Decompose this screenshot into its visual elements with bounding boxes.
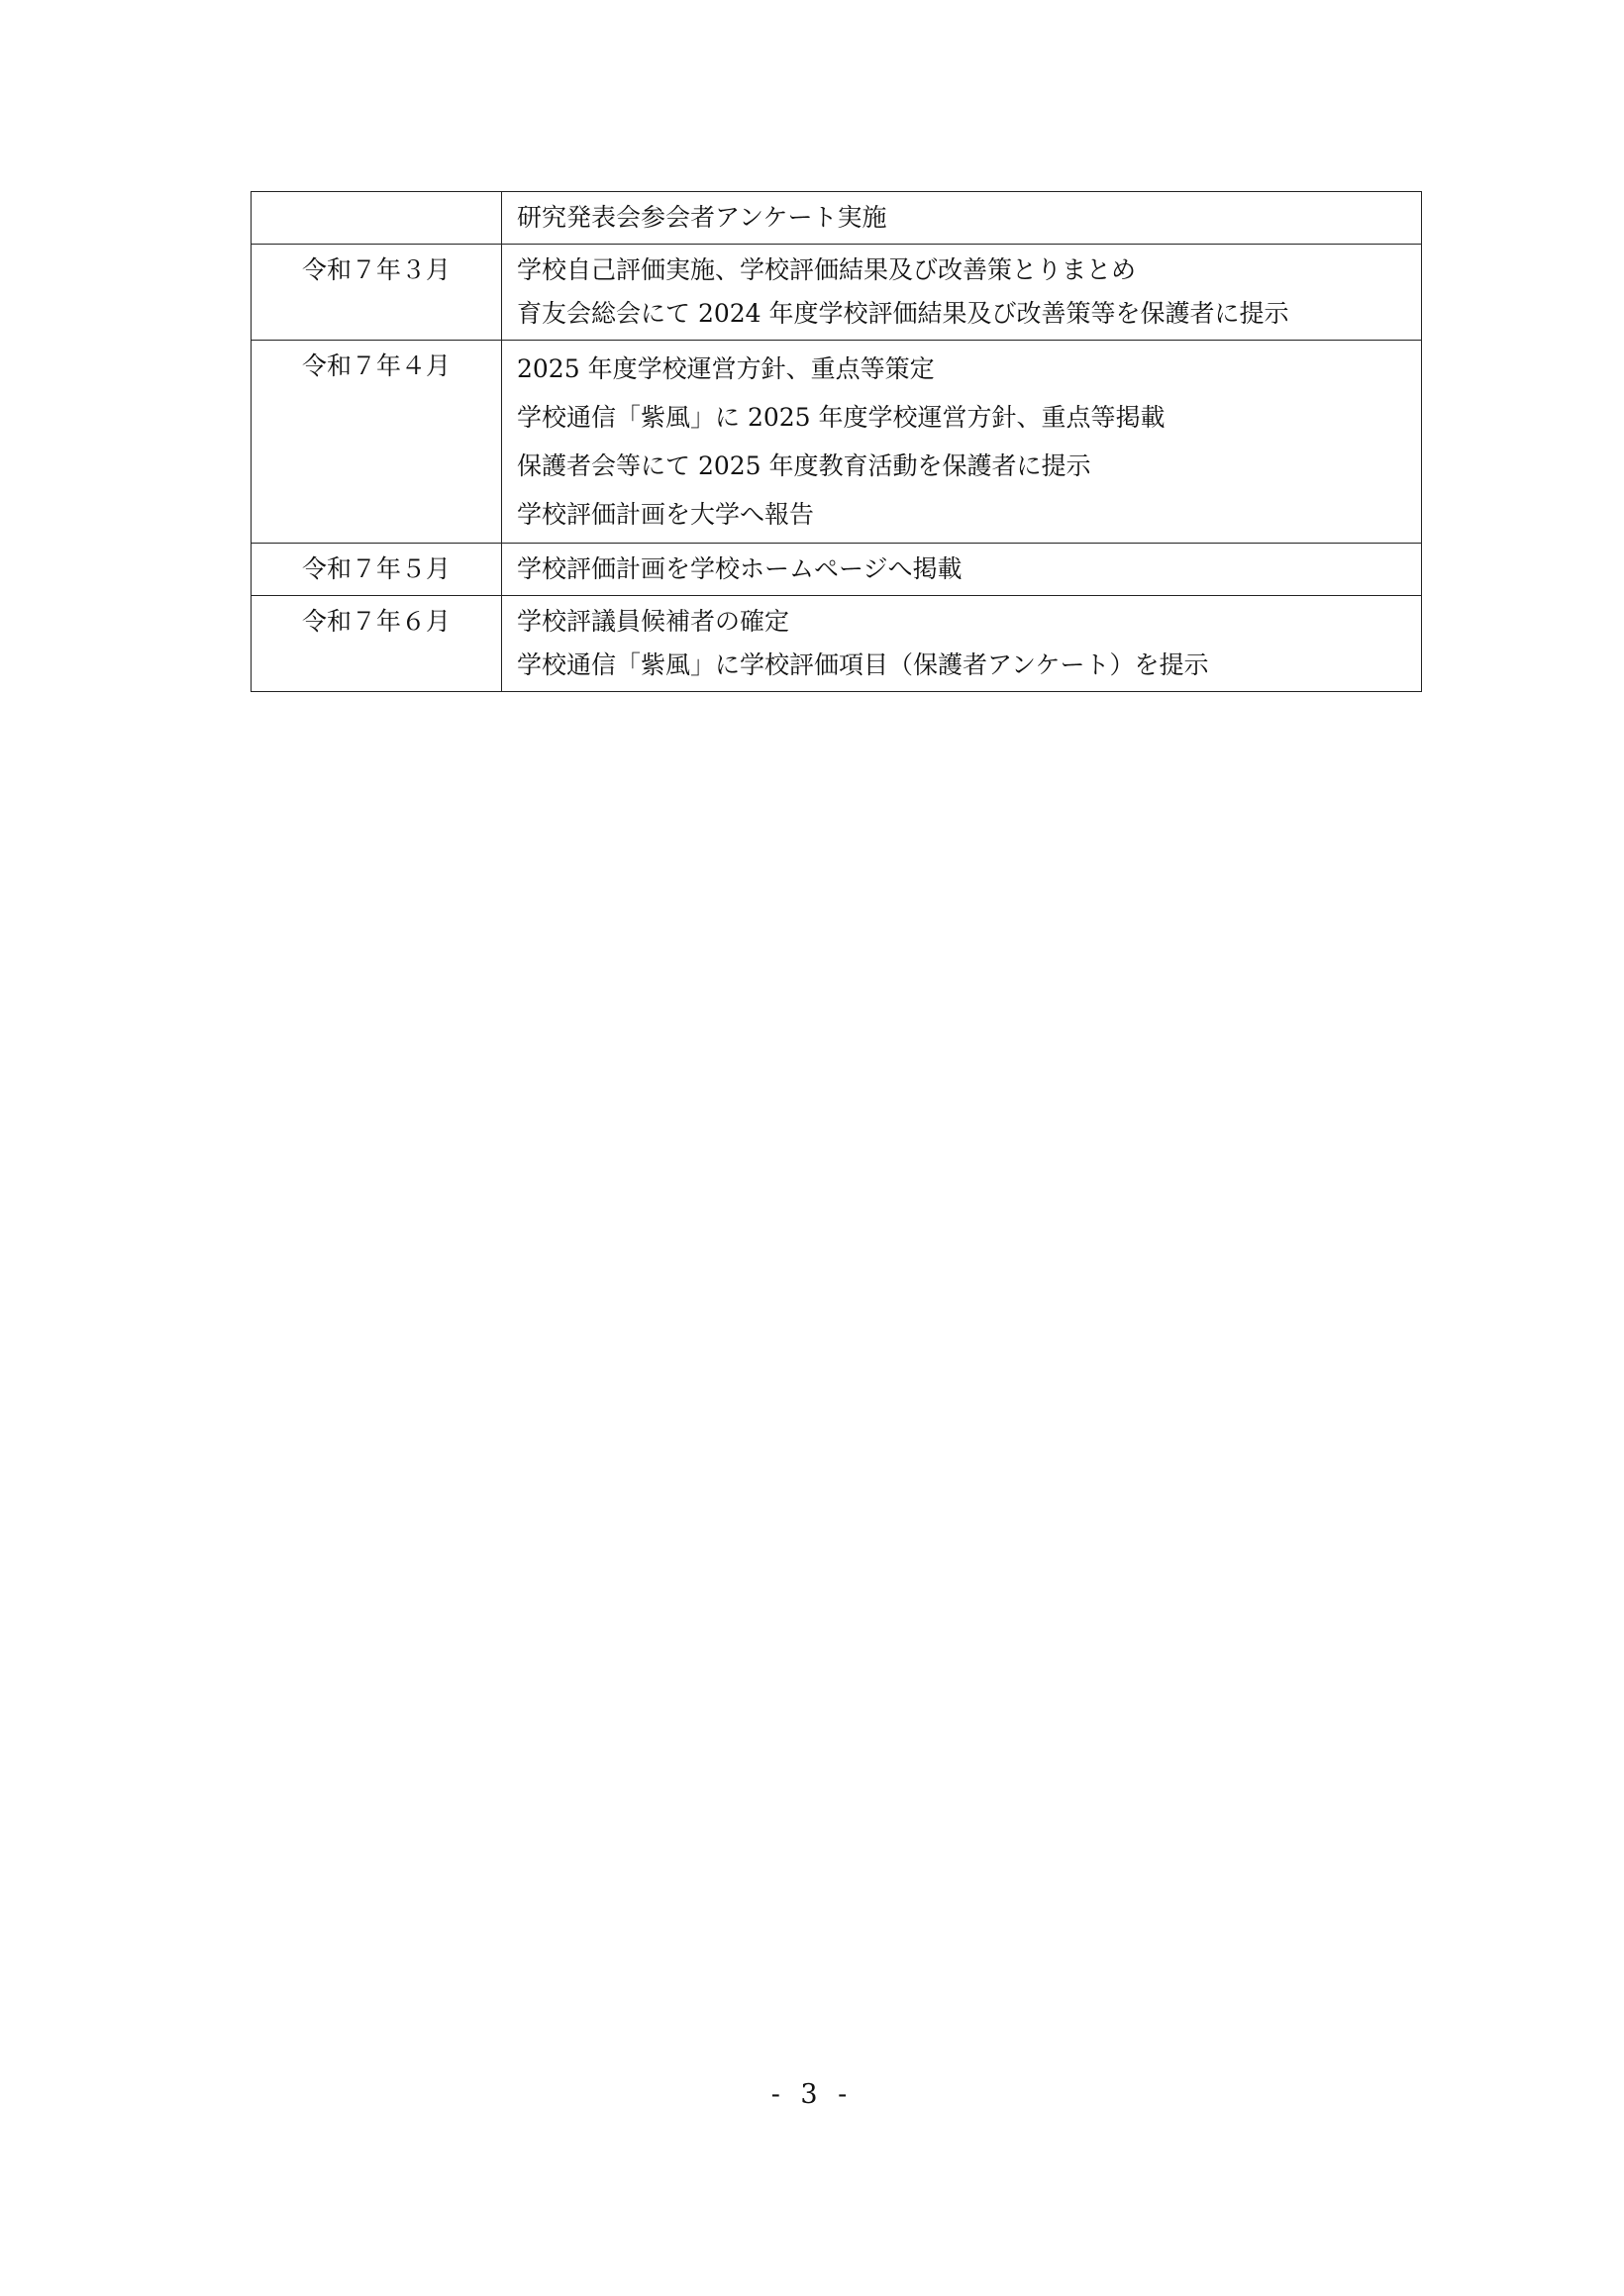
table-row bbox=[252, 544, 1422, 596]
schedule-table bbox=[251, 191, 1422, 692]
items-cell bbox=[502, 245, 1422, 341]
date-cell: 令和７年３月 bbox=[252, 245, 502, 341]
table-row bbox=[252, 596, 1422, 692]
schedule-item: 育友会総会にて 2024 年度学校評価結果及び改善策等を保護者に提示 bbox=[517, 299, 1289, 328]
schedule-item: 学校評価計画を大学へ報告 bbox=[517, 500, 815, 529]
date-cell: 令和７年５月 bbox=[252, 544, 502, 596]
table-row bbox=[252, 341, 1422, 544]
schedule-item: 学校通信「紫風」に 2025 年度学校運営方針、重点等掲載 bbox=[517, 403, 1166, 432]
table-row bbox=[252, 192, 1422, 245]
date-cell: 令和７年６月 bbox=[252, 596, 502, 692]
schedule-item: 保護者会等にて 2025 年度教育活動を保護者に提示 bbox=[517, 451, 1091, 480]
schedule-item: 学校通信「紫風」に学校評価項目（保護者アンケート）を提示 bbox=[517, 650, 1209, 679]
schedule-item: 学校評議員候補者の確定 bbox=[517, 607, 790, 636]
schedule-item: 2025 年度学校運営方針、重点等策定 bbox=[517, 354, 935, 383]
items-cell bbox=[502, 544, 1422, 596]
date-cell bbox=[252, 192, 502, 245]
schedule-item: 研究発表会参会者アンケート実施 bbox=[517, 203, 887, 232]
items-cell bbox=[502, 596, 1422, 692]
schedule-item: 学校評価計画を学校ホームページへ掲載 bbox=[517, 554, 963, 583]
items-cell bbox=[502, 192, 1422, 245]
date-cell: 令和７年４月 bbox=[252, 341, 502, 544]
schedule-item: 学校自己評価実施、学校評価結果及び改善策とりまとめ bbox=[517, 255, 1137, 284]
table-row bbox=[252, 245, 1422, 341]
page-number: - 3 - bbox=[770, 2079, 854, 2110]
items-cell bbox=[502, 341, 1422, 544]
